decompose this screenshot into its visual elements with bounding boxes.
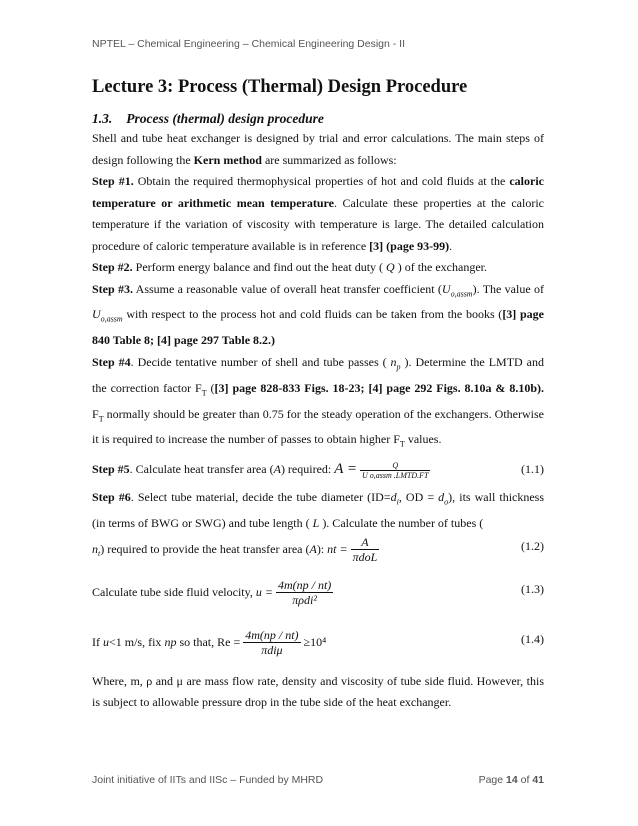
- np-symbol: n: [390, 354, 397, 369]
- eq4-lhs: Re =: [217, 634, 241, 649]
- page-label: Page: [478, 774, 507, 786]
- step4-text-c: (: [206, 380, 215, 395]
- step3-text-b: ). The value of: [472, 281, 544, 296]
- eq4-row: [92, 629, 544, 657]
- step6-text-b: , OD =: [398, 489, 439, 504]
- step4-reference: [3] page 828-833 Figs. 18-23; [4] page 292 Figs. 8.10a & 8.10b).: [214, 380, 545, 395]
- eq1-fraction: [360, 461, 430, 481]
- step6-eq-row: [92, 536, 544, 565]
- step1-text-c: . Calculate these properties at the caloric temperature if the variation of viscosity with temperature is large. The detailed calculation procedure of caloric temperature available is in reference: [92, 195, 544, 253]
- step4-text-f: normally should be greater than 0.75 for the steady operation of the exchangers. Otherwise it is required to increase the number of passes to obtain higher F: [92, 406, 544, 447]
- np-subscript: p: [396, 362, 401, 372]
- eq1-numerator: Q: [360, 461, 430, 471]
- di-symbol: d: [390, 489, 397, 504]
- step1-text-b: caloric temperature or arithmetic mean temperature: [92, 174, 544, 210]
- area-symbol-2: A: [309, 541, 317, 556]
- step5-row: [92, 459, 544, 481]
- do-symbol: d: [438, 489, 445, 504]
- step1-paragraph: [92, 171, 544, 257]
- u-subscript-2: o,assm: [100, 314, 123, 324]
- step4-text-g: values.: [404, 432, 442, 447]
- eq1-denominator: U o,assm .LMTD.FT: [362, 470, 429, 480]
- footer-left: Joint initiative of IITs and IISc – Funded by MHRD: [92, 774, 324, 786]
- step3-paragraph: [92, 279, 544, 352]
- eq4-fraction: [243, 629, 300, 657]
- u-subscript: o,assm: [450, 288, 473, 298]
- step2-text-a: Perform energy balance and find out the heat duty (: [132, 260, 384, 274]
- eq3-text: Calculate tube side fluid velocity,: [92, 584, 256, 599]
- nt-subscript: t: [98, 549, 101, 559]
- eq1-lhs: A =: [334, 461, 358, 478]
- step3-label: Step #3.: [92, 281, 133, 296]
- where-paragraph: Where, m, ρ and μ are mass flow rate, density and viscosity of tube side fluid. However, this is subject to allowable pressure drop in the tube side of the heat exchanger.: [92, 673, 544, 710]
- step3-text-a: Assume a reasonable value of overall heat transfer coefficient (: [133, 281, 442, 296]
- step6-paragraph: [92, 487, 544, 534]
- page-body: [92, 76, 544, 714]
- kern-method-text: Kern method: [193, 152, 262, 167]
- page-total: 41: [532, 774, 544, 786]
- eq3-row: [92, 579, 544, 607]
- step6-text-a: . Select tube material, decide the tube diameter (ID=: [130, 489, 391, 504]
- step5-label: Step #5: [92, 462, 130, 477]
- step6-text-g: ):: [316, 541, 328, 556]
- eq3-number: (1.3): [521, 581, 544, 596]
- eq2-number: (1.2): [521, 539, 544, 554]
- eq4-text-c: so that,: [176, 634, 218, 649]
- ft-subscript: T: [201, 388, 207, 398]
- eq2-numerator: A: [351, 536, 380, 550]
- eq4-numerator: 4m(np / nt): [245, 627, 299, 642]
- step6-label: Step #6: [92, 489, 131, 504]
- step2-paragraph: [92, 257, 544, 279]
- step6-text-d: ). Calculate the number of tubes (: [322, 515, 484, 530]
- step1-text-a: Obtain the required thermophysical properties of hot and cold fluids at the: [133, 174, 510, 188]
- step4-text-e: F: [92, 406, 99, 421]
- q-symbol: Q: [386, 260, 395, 274]
- page-of: of: [517, 774, 533, 786]
- ft-subscript-2: T: [98, 413, 104, 423]
- di-subscript: i: [396, 497, 399, 507]
- eq3-fraction: [276, 579, 333, 607]
- eq3-denominator: πρdi²: [292, 592, 317, 607]
- u-symbol-2: U: [92, 307, 101, 322]
- eq4-text-b: <1 m/s, fix: [109, 634, 165, 649]
- eq2-lhs: nt =: [327, 541, 348, 556]
- section-title: Process (thermal) design procedure: [126, 111, 324, 126]
- nt-symbol: n: [92, 541, 98, 556]
- eq1-number: (1.1): [521, 462, 544, 477]
- eq3-numerator: 4m(np / nt): [277, 577, 332, 592]
- intro-text-a: Shell and tube heat exchanger is designed by trial and error calculations. The main steps of design following the: [92, 131, 544, 167]
- length-symbol: L: [312, 515, 320, 530]
- step1-text-e: .: [449, 238, 453, 253]
- eq2-fraction: [351, 536, 380, 564]
- step5-text-b: ) required:: [280, 462, 335, 477]
- step1-reference: [3] (page 93-99): [369, 238, 450, 253]
- step4-label: Step #4: [92, 354, 131, 369]
- step4-paragraph: [92, 352, 544, 456]
- step5-text-a: . Calculate heat transfer area (: [129, 462, 274, 477]
- eq4-text-a: If: [92, 634, 103, 649]
- ft-subscript-3: T: [399, 439, 405, 449]
- page-number: [479, 774, 544, 786]
- u-symbol: U: [441, 281, 451, 296]
- do-subscript: o: [444, 497, 449, 507]
- lecture-title: Lecture 3: Process (Thermal) Design Procedure: [92, 77, 468, 97]
- np-symbol-2: np: [164, 634, 177, 649]
- step4-text-b: ). Determine the LMTD and the correction factor F: [92, 354, 544, 395]
- eq4-number: (1.4): [521, 631, 544, 646]
- step2-text-b: ) of the exchanger.: [397, 260, 487, 274]
- page-footer: [92, 774, 544, 786]
- eq3-lhs: u =: [255, 584, 273, 599]
- eq4-denominator: πdiμ: [261, 642, 283, 657]
- step3-text-e: ): [271, 333, 276, 348]
- intro-paragraph: [92, 128, 544, 171]
- step6-text-e: ) required to provide the heat transfer area (: [100, 541, 310, 556]
- step4-text-a: . Decide tentative number of shell and tube passes (: [130, 354, 387, 369]
- eq4-rhs: ≥10⁴: [303, 634, 327, 649]
- step3-text-c: with respect to the process hot and cold fluids can be taken from the books (: [122, 307, 503, 322]
- area-symbol: A: [273, 462, 281, 477]
- page-current: 14: [506, 774, 518, 786]
- step1-label: Step #1.: [92, 174, 134, 188]
- eq2-denominator: πdoL: [352, 550, 378, 565]
- step2-label: Step #2.: [92, 260, 133, 274]
- u-velocity-symbol: u: [103, 634, 109, 649]
- step6-text-c: ), its wall thickness (in terms of BWG or SWG) and tube length (: [92, 489, 545, 530]
- section-number: 1.3.: [92, 111, 113, 126]
- step3-reference: [3] page 840 Table 8; [4] page 297 Table 8.2.: [92, 307, 544, 348]
- section-heading: [92, 110, 544, 128]
- running-header: NPTEL – Chemical Engineering – Chemical Engineering Design - II: [92, 38, 406, 50]
- intro-text-c: are summarized as follows:: [261, 152, 397, 167]
